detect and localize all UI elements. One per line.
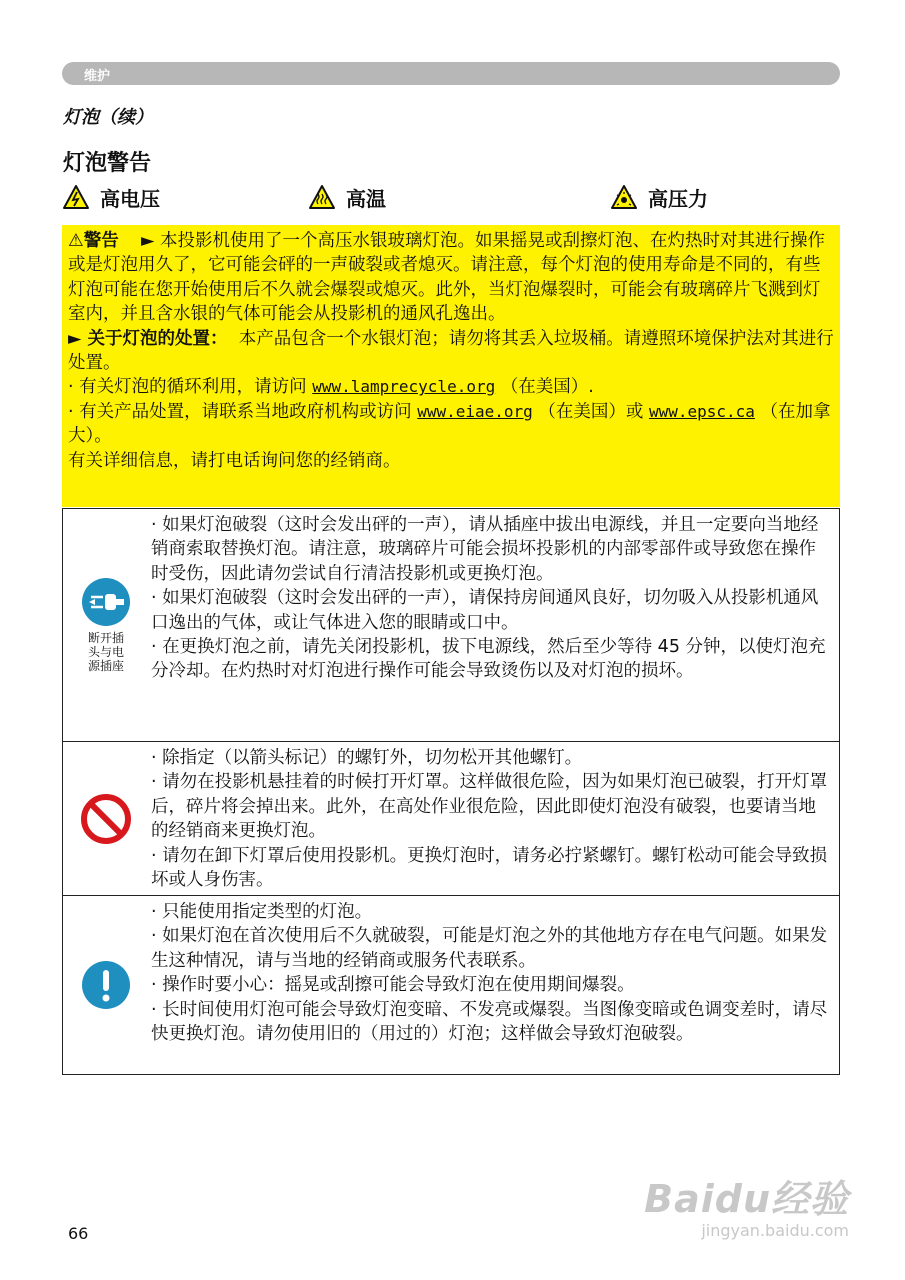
unplug-caption: 断开插头与电源插座 bbox=[87, 631, 124, 673]
disposal-title: ► 关于灯泡的处置： bbox=[68, 328, 228, 349]
watermark-url: jingyan.baidu.com bbox=[701, 1221, 849, 1240]
list-item: · 在更换灯泡之前，请先关闭投影机，拔下电源线，然后至少等待 45 分钟，以使灯泡充分冷却。在灼热时对灯泡进行操作可能会导致烫伤以及对灯泡的损坏。 bbox=[151, 637, 826, 682]
prohibited-text bbox=[151, 746, 833, 892]
caution-icon-column bbox=[63, 896, 149, 1074]
disposal-paragraph bbox=[68, 327, 834, 376]
disposal-prefix: · 有关产品处置，请联系当地政府机构或访问 bbox=[68, 401, 412, 422]
list-item: · 如果灯泡在首次使用后不久就破裂，可能是灯泡之外的其他地方存在电气问题。如果发生这种情况，请与当地的经销商或服务代表联系。 bbox=[151, 926, 828, 971]
high-pressure-icon bbox=[610, 184, 638, 210]
high-temperature-icon bbox=[308, 184, 336, 210]
watermark-logo: Baidu经验 bbox=[644, 1177, 849, 1221]
caution-section bbox=[62, 895, 840, 1075]
epsc-link[interactable]: www.epsc.ca bbox=[648, 401, 755, 421]
unplug-icon-column bbox=[63, 509, 149, 741]
hazard-label: 高压力 bbox=[648, 186, 708, 211]
recycle-suffix: （在美国）. bbox=[500, 377, 594, 398]
recycle-prefix: · 有关灯泡的循环利用，请访问 bbox=[68, 377, 307, 398]
arrow-icon: ► bbox=[140, 231, 155, 251]
hazard-label: 高温 bbox=[346, 186, 386, 211]
page-subtitle: 灯泡（续） bbox=[63, 107, 153, 128]
warning-text: 本投影机使用了一个高压水银玻璃灯泡。如果摇晃或刮擦灯泡、在灼热时对其进行操作或是灯泡用久了，它可能会砰的一声破裂或者熄灭。请注意，每个灯泡的使用寿命是不同的，有些灯泡可能在您开始使用后不久就会爆裂或熄灭。此外，当灯泡爆裂时，可能会有玻璃碎片飞溅到灯室内，并且含水银的气体可能会从投影机的通风孔逸出。 bbox=[68, 231, 826, 325]
prohibited-icon-column bbox=[63, 742, 149, 895]
disposal-mid: （在美国）或 bbox=[538, 401, 644, 422]
unplug-text bbox=[151, 513, 833, 684]
hazard-high-pressure bbox=[610, 183, 708, 211]
prohibited-section bbox=[62, 741, 840, 896]
page-title: 灯泡警告 bbox=[63, 151, 152, 176]
hazard-high-voltage bbox=[62, 183, 160, 211]
dealer-line: 有关详细信息，请打电话询问您的经销商。 bbox=[68, 450, 401, 471]
list-item: · 请勿在投影机悬挂着的时候打开灯罩。这样做很危险，因为如果灯泡已破裂，打开灯罩后，碎片将会掉出来。此外，在高处作业很危险，因此即使灯泡没有破裂，也要请当地的经销商来更换灯泡。 bbox=[151, 772, 828, 842]
disposal-text: 本产品包含一个水银灯泡；请勿将其丢入垃圾桶。请遵照环境保护法对其进行处置。 bbox=[68, 328, 834, 374]
list-item: · 如果灯泡破裂（这时会发出砰的一声），请从插座中拔出电源线，并且一定要向当地经销商索取替换灯泡。请注意，玻璃碎片可能会损坏投影机的内部零部件或导致您在操作时受伤，因此请勿尝试自行清洁投影机或更换灯泡。 bbox=[151, 515, 819, 584]
eiae-link[interactable]: www.eiae.org bbox=[417, 401, 533, 421]
warning-paragraph bbox=[68, 229, 834, 327]
list-item: · 只能使用指定类型的灯泡。 bbox=[151, 902, 373, 922]
section-header-bar bbox=[62, 62, 840, 85]
lamprecycle-link[interactable]: www.lamprecycle.org bbox=[312, 377, 496, 397]
warning-title: ⚠警告 bbox=[68, 231, 119, 251]
product-disposal-line bbox=[68, 400, 834, 449]
page-number: 66 bbox=[68, 1224, 89, 1243]
watermark bbox=[644, 1168, 849, 1240]
caution-text bbox=[151, 900, 833, 1046]
recycle-line bbox=[68, 375, 834, 399]
unplug-section bbox=[62, 508, 840, 742]
unplug-icon bbox=[81, 577, 131, 627]
prohibited-icon bbox=[79, 792, 133, 846]
exclamation-icon bbox=[81, 960, 131, 1010]
list-item: · 长时间使用灯泡可能会导致灯泡变暗、不发亮或爆裂。当图像变暗或色调变差时，请尽快更换灯泡。请勿使用旧的（用过的）灯泡；这样做会导致灯泡破裂。 bbox=[151, 999, 828, 1045]
section-label: 维护 bbox=[84, 69, 111, 84]
list-item: · 除指定（以箭头标记）的螺钉外，切勿松开其他螺钉。 bbox=[151, 748, 583, 768]
hazard-label: 高电压 bbox=[100, 186, 160, 211]
hazard-high-temperature bbox=[308, 183, 386, 211]
list-item: · 操作时要小心：摇晃或刮擦可能会导致灯泡在使用期间爆裂。 bbox=[151, 975, 635, 996]
disposal-suffix: （在加拿大）。 bbox=[68, 401, 831, 447]
lamp-warning-box bbox=[62, 225, 840, 507]
high-voltage-icon bbox=[62, 184, 90, 210]
list-item: · 请勿在卸下灯罩后使用投影机。更换灯泡时，请务必拧紧螺钉。螺钉松动可能会导致损坏或人身伤害。 bbox=[151, 845, 828, 891]
list-item: · 如果灯泡破裂（这时会发出砰的一声），请保持房间通风良好，切勿吸入从投影机通风口逸出的气体，或让气体进入您的眼睛或口中。 bbox=[151, 588, 819, 633]
